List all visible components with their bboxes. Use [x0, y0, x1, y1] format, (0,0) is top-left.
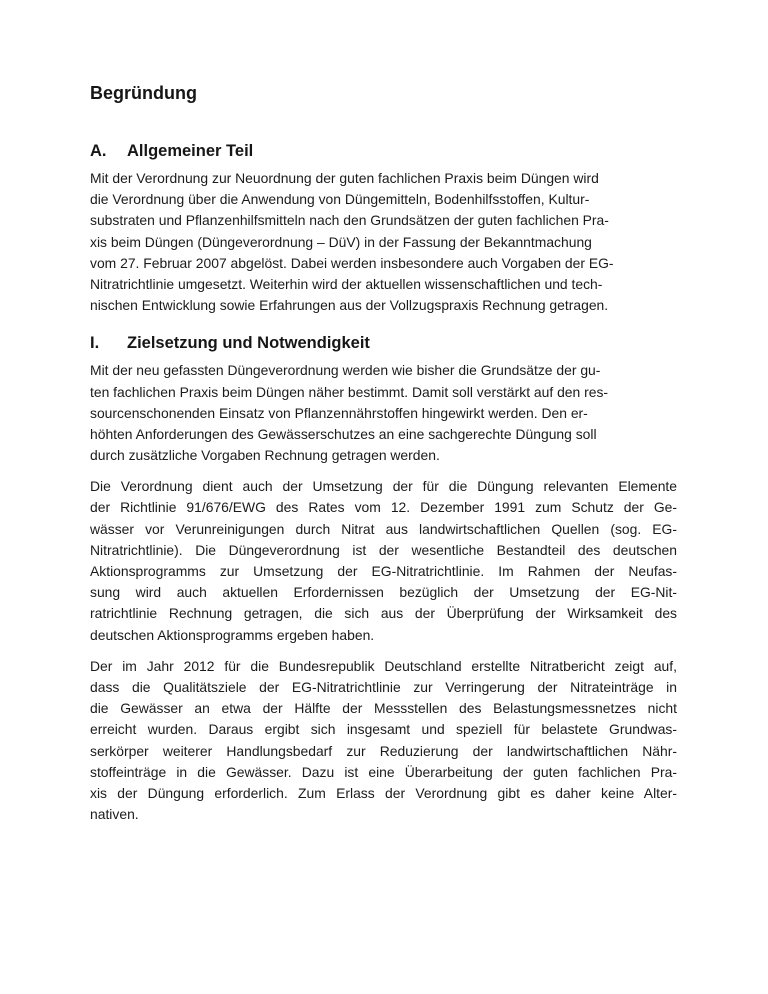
text-line: sourcenschonenden Einsatz von Pflanzennährstoffen hingewirkt werden. Den er- — [90, 404, 588, 421]
text-line: substraten und Pflanzenhilfsmitteln nach den Grundsätzen der guten fachlichen Pra- — [90, 212, 609, 229]
text-line: Mit der neu gefassten Düngeverordnung werden wie bisher die Grundsätze der gu- — [90, 362, 601, 379]
section-i-heading — [90, 333, 677, 354]
section-i-paragraph-1 — [90, 360, 677, 466]
text-line: ten fachlichen Praxis beim Düngen näher bestimmt. Damit soll verstärkt auf den res- — [90, 383, 609, 400]
text-line: sung wird auch aktuellen Erfordernissen bezüglich der Umsetzung der EG-Nit- — [90, 584, 677, 601]
section-a-number: A. — [90, 142, 107, 160]
document-title: Begründung — [90, 83, 197, 103]
text-line: Der im Jahr 2012 für die Bundesrepublik Deutschland erstellte Nitratbericht zeigt auf, — [90, 657, 677, 674]
section-i-paragraph-3 — [90, 656, 677, 826]
text-line: nativen. — [90, 806, 139, 823]
section-a-heading — [90, 141, 677, 162]
text-line: die Gewässer an etwa der Hälfte der Messstellen des Belastungsmessnetzes nicht — [90, 700, 677, 717]
text-line: durch zusätzliche Vorgaben Rechnung getragen werden. — [90, 447, 440, 464]
section-i-number: I. — [90, 334, 100, 353]
text-line: xis der Düngung erforderlich. Zum Erlass der Verordnung gibt es daher keine Alter- — [90, 784, 677, 801]
text-line: höhten Anforderungen des Gewässerschutzes an eine sachgerechte Düngung soll — [90, 425, 597, 442]
text-line: Die Verordnung dient auch der Umsetzung der für die Düngung relevanten Elemente — [90, 478, 677, 495]
text-line: vom 27. Februar 2007 abgelöst. Dabei werden insbesondere auch Vorgaben der EG- — [90, 254, 614, 271]
text-line: Aktionsprogramms zur Umsetzung der EG-Nitratrichtlinie. Im Rahmen der Neufas- — [90, 563, 677, 579]
text-line: die Verordnung über die Anwendung von Düngemitteln, Bodenhilfsstoffen, Kultur- — [90, 191, 590, 208]
section-i-paragraph-2 — [90, 476, 677, 646]
section-a-paragraph-1 — [90, 168, 677, 316]
text-line: dass die Qualitätsziele der EG-Nitratrichtlinie zur Verringerung der Nitrateinträge in — [90, 678, 677, 695]
section-i-heading-text: Zielsetzung und Notwendigkeit — [127, 334, 370, 353]
text-line: Mit der Verordnung zur Neuordnung der guten fachlichen Praxis beim Düngen wird — [90, 170, 599, 186]
text-line: deutschen Aktionsprogramms ergeben haben. — [90, 626, 375, 643]
text-line: wässer vor Verunreinigungen durch Nitrat aus landwirtschaftlichen Quellen (sog. EG- — [90, 520, 677, 537]
text-line: xis beim Düngen (Düngeverordnung – DüV) in der Fassung der Bekanntmachung — [90, 233, 592, 250]
text-line: Nitratrichtlinie umgesetzt. Weiterhin wird der aktuellen wissenschaftlichen und tech- — [90, 275, 603, 292]
section-a-heading-text: Allgemeiner Teil — [127, 142, 254, 160]
text-line: der Richtlinie 91/676/EWG des Rates vom 12. Dezember 1991 zum Schutz der Ge- — [90, 499, 677, 516]
text-line: Nitratrichtlinie). Die Düngeverordnung ist der wesentliche Bestandteil des deutschen — [90, 541, 677, 558]
text-line: erreicht wurden. Daraus ergibt sich insgesamt und speziell für belastete Grundwas- — [90, 721, 677, 738]
text-line: nischen Entwicklung sowie Erfahrungen aus der Vollzugspraxis Rechnung getragen. — [90, 297, 609, 314]
text-line: ratrichtlinie Rechnung getragen, die sich aus der Überprüfung der Wirksamkeit des — [90, 605, 677, 622]
text-line: stoffeinträge in die Gewässer. Dazu ist eine Überarbeitung der guten fachlichen Pra- — [90, 763, 677, 780]
text-line: serkörper weiterer Handlungsbedarf zur Reduzierung der landwirtschaftlichen Nähr- — [90, 742, 677, 759]
